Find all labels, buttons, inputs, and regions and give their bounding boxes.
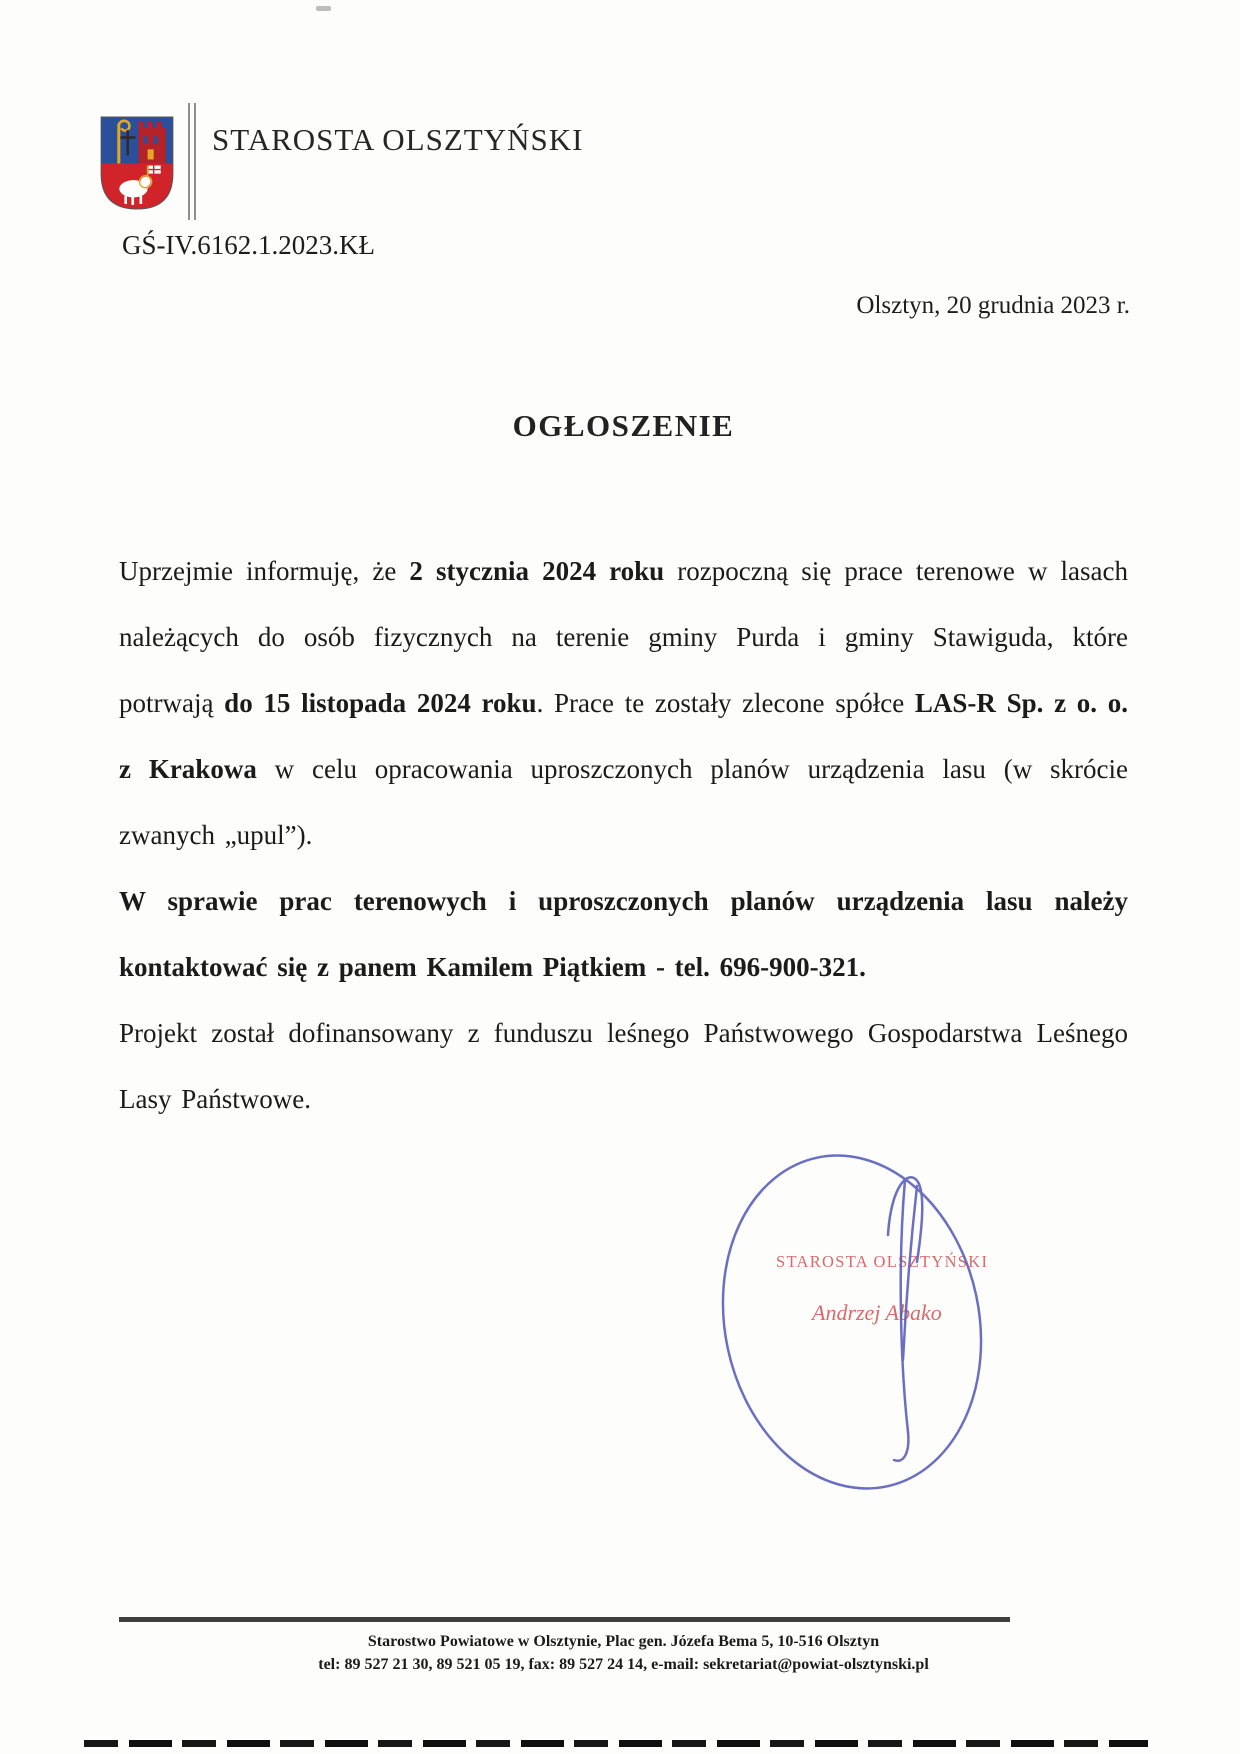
text-segment: Uprzejmie informuję, że — [119, 556, 410, 586]
text-segment-bold: 2 stycznia 2024 roku — [409, 556, 665, 586]
announcement-title: OGŁOSZENIE — [512, 408, 735, 443]
footer-address: Starostwo Powiatowe w Olsztynie, Plac gen. Józefa Bema 5, 10-516 Olsztyn — [367, 1633, 880, 1650]
footer — [119, 1630, 1128, 1676]
paragraph-1 — [119, 538, 1128, 868]
signature-scribble — [690, 1130, 1020, 1520]
footer-contact: tel: 89 527 21 30, 89 521 05 19, fax: 89 527 24 14, e-mail: sekretariat@powiat-olsztynski.pl — [318, 1656, 929, 1673]
scan-edge-artifact — [84, 1740, 1148, 1747]
footer-rule — [119, 1617, 1010, 1622]
stamp-role-text: STAROSTA OLSZTYŃSKI — [776, 1252, 989, 1271]
reference-number: GŚ-IV.6162.1.2023.KŁ — [122, 230, 376, 260]
shield — [100, 116, 174, 210]
text-segment-bold: LAS-R Sp. z o. o. z Krakowa — [119, 688, 1129, 784]
text-segment: rozpoczną się prace terenowe w lasach należących do osób fizycznych na terenie gminy Purda i gminy Stawiguda, które potrwają — [119, 556, 1129, 718]
org-name: STAROSTA OLSZTYŃSKI — [212, 122, 584, 157]
text-segment: . Prace te zostały zlecone spółce — [536, 688, 915, 718]
text-segment: w celu opracowania uproszczonych planów urządzenia lasu (w skrócie zwanych „upul”). — [119, 754, 1128, 850]
paragraph-3: Projekt został dofinansowany z funduszu leśnego Państwowego Gospodarstwa Leśnego Lasy Państwowe. — [119, 1018, 1128, 1114]
dateline: Olsztyn, 20 grudnia 2023 r. — [856, 292, 1130, 319]
letterhead-divider — [188, 103, 196, 220]
scan-speck — [316, 6, 331, 11]
coat-of-arms — [100, 116, 174, 210]
text-segment-bold: do 15 listopada 2024 roku — [224, 688, 537, 718]
paragraph-2: W sprawie prac terenowych i uproszczonych planów urządzenia lasu należy kontaktować się z panem Kamilem Piątkiem - tel. 696-900-321. — [119, 886, 1128, 982]
stamp-name-text: Andrzej Abako — [812, 1300, 942, 1325]
castle — [139, 122, 166, 163]
letter-body — [119, 538, 1128, 1132]
